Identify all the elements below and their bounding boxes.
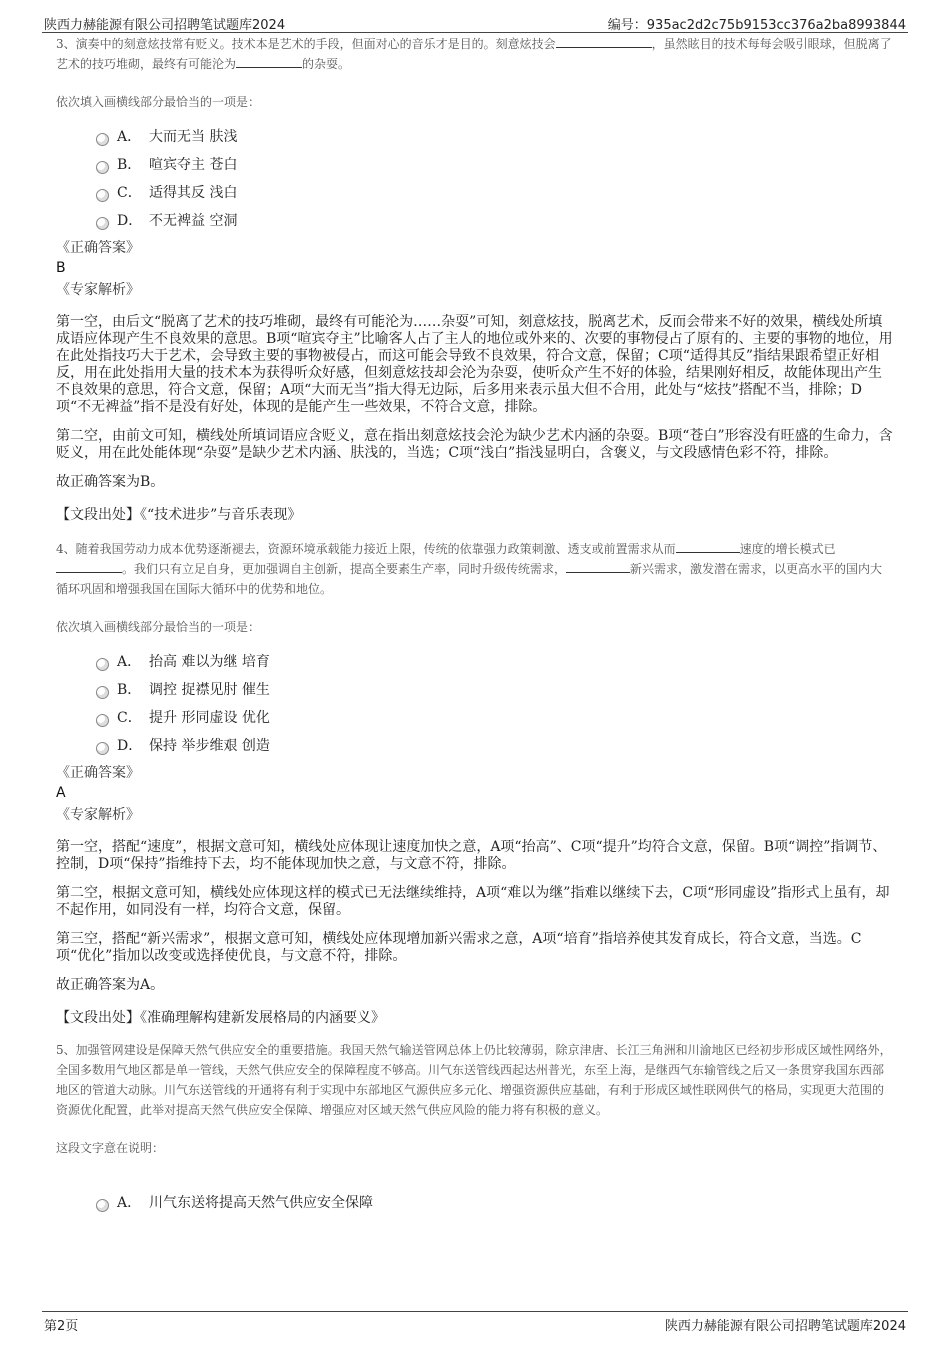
radio-icon[interactable] [96,1199,109,1212]
page-content [56,34,894,1216]
question-4-prompt: 依次填入画横线部分最恰当的一项是： [56,620,261,634]
question-3-prompt: 依次填入画横线部分最恰当的一项是： [56,95,261,109]
option-b[interactable]: B． 喧宾夺主 苍白 [96,150,894,178]
question-4-options [96,647,894,759]
question-5 [56,1040,894,1216]
explanation-paragraph: 故正确答案为A。 [56,977,165,993]
explanation-paragraph: 第一空，搭配“速度”，根据文意可知，横线处应体现让速度加快之意，A项“抬高”、C项“提升”均符合文意，保留。B项“调控”指调节、控制，D项“保持”指维持下去，均不能体现加快之意，与文意不符，排除。 [56,839,887,872]
question-5-text: 5、加强管网建设是保障天然气供应安全的重要措施。我国天然气输送管网总体上仍比较薄弱，除京津唐、长江三角洲和川渝地区已经初步形成区域性网络外，全国多数用气地区都是单一管线，天然气供应安全的保障程度不够高。川气东送管线西起达州普光，东至上海，是继西气东输管线之后又一条贯穿我国东西部地区的管道大动脉。川气东送管线的开通将有利于实现中东部地区气源供应多元化、增强资源供应基础，有利于形成区域性联网供气的格局，实现更大范围的资源优化配置，此举对提高天然气供应安全保障、增强应对区域天然气供应风险的能力将有积极的意义。 [56,1043,892,1117]
explanation-paragraph: 第一空，由后文“脱离了艺术的技巧堆砌，最终有可能沦为……杂耍”可知，刻意炫技，脱离艺术，反而会带来不好的效果，横线处所填成语应体现产生不良效果的意思。B项“喧宾夺主”比喻客人占了主人的地位或外来的、次要的事物侵占了原有的、主要的事物的地位，用在此处指技巧大于艺术，会导致主要的事物被侵占，而这可能会导致不良效果，符合文意，保留；C项“适得其反”指结果跟希望正好相反，用在此处指用大量的技术本为获得听众好感，但刻意炫技却会沦为杂耍，使听众产生不好的体验，结果刚好相反，故能体现出产生不良效果的意思，符合文意，保留；A项“大而无当”指大得无边际，后多用来表示虽大但不合用，此处与“炫技”搭配不当，排除；D项“不无裨益”指不是没有好处，体现的是能产生一些效果，不符合文意，排除。 [56,314,893,415]
option-b[interactable]: B． 调控 捉襟见肘 催生 [96,675,894,703]
radio-icon[interactable] [96,217,109,230]
answer-value: B [56,260,66,276]
radio-icon[interactable] [96,189,109,202]
option-d[interactable]: D． 保持 举步维艰 创造 [96,731,894,759]
radio-icon[interactable] [96,658,109,671]
explanation-paragraph: 第二空，由前文可知，横线处所填词语应含贬义，意在指出刻意炫技会沦为缺少艺术内涵的杂耍。B项“苍白”形容没有旺盛的生命力，含贬义，用在此处能体现“杂耍”是缺少艺术内涵、肤浅的，当选；C项“浅白”指浅显明白，含褒义，与文段感情色彩不符，排除。 [56,428,893,461]
radio-icon[interactable] [96,161,109,174]
radio-icon[interactable] [96,714,109,727]
question-5-prompt: 这段文字意在说明： [56,1141,165,1155]
header-document-id: 编号：935ac2d2c75b9153cc376a2ba8993844 [607,18,906,33]
option-c[interactable]: C． 适得其反 浅白 [96,178,894,206]
header-title: 陕西力赫能源有限公司招聘笔试题库2024 [44,18,286,33]
explanation-paragraph: 第二空，根据文意可知，横线处应体现这样的模式已无法继续维持，A项“难以为继”指难以继续下去，C项“形同虚设”指形式上虽有，却不起作用，如同没有一样，均符合文意，保留。 [56,885,890,918]
option-a[interactable]: A． 抬高 难以为继 培育 [96,647,894,675]
page-header [42,10,908,33]
radio-icon[interactable] [96,133,109,146]
option-c[interactable]: C． 提升 形同虚设 优化 [96,703,894,731]
explanation-paragraph: 故正确答案为B。 [56,474,165,490]
option-d[interactable]: D． 不无裨益 空洞 [96,206,894,234]
blank [236,54,302,68]
blank [676,539,740,553]
analysis-label: 《专家解析》 [56,807,140,823]
blank [556,34,652,48]
question-4-text: 4、随着我国劳动力成本优势逐渐褪去，资源环境承载能力接近上限，传统的依靠强力政策刺激、透支或前置需求从而 速度的增长模式已。我们只有立足自身，更加强调自主创新，提高全要素生产率，同时升级传统需求， 新兴需求，激发潜在需求，以更高水平的国内大循环巩固和增强我国在国际大循环中的优势和地位。 [56,539,894,599]
question-3-options [96,122,894,234]
source-citation: 【文段出处】《“技术进步”与音乐表现》 [56,507,302,523]
explanation-paragraph: 第三空，搭配“新兴需求”，根据文意可知，横线处应体现增加新兴需求之意，A项“培育”指培养使其发育成长，符合文意，当选。C项“优化”指加以改变或选择使优良，与文意不符，排除。 [56,931,862,964]
question-5-options [96,1188,894,1216]
answer-label: 《正确答案》 [56,240,140,256]
option-a[interactable]: A． 川气东送将提高天然气供应安全保障 [96,1188,894,1216]
radio-icon[interactable] [96,686,109,699]
page-number: 第2页 [44,1319,79,1334]
analysis-label: 《专家解析》 [56,282,140,298]
question-3-text: 3、演奏中的刻意炫技常有贬义。技术本是艺术的手段，但面对心的音乐才是目的。刻意炫技会 ，虽然眩目的技术每每会吸引眼球，但脱离了艺术的技巧堆砌，最终有可能沦为 的杂耍。 [56,34,894,74]
option-a[interactable]: A． 大而无当 肤浅 [96,122,894,150]
answer-label: 《正确答案》 [56,765,140,781]
question-4 [56,539,894,1028]
question-3 [56,34,894,525]
footer-title: 陕西力赫能源有限公司招聘笔试题库2024 [664,1319,906,1334]
answer-value: A [56,785,66,801]
radio-icon[interactable] [96,742,109,755]
source-citation: 【文段出处】《准确理解构建新发展格局的内涵要义》 [56,1010,385,1026]
page-footer [42,1311,908,1332]
blank [566,559,630,573]
blank [56,559,122,573]
